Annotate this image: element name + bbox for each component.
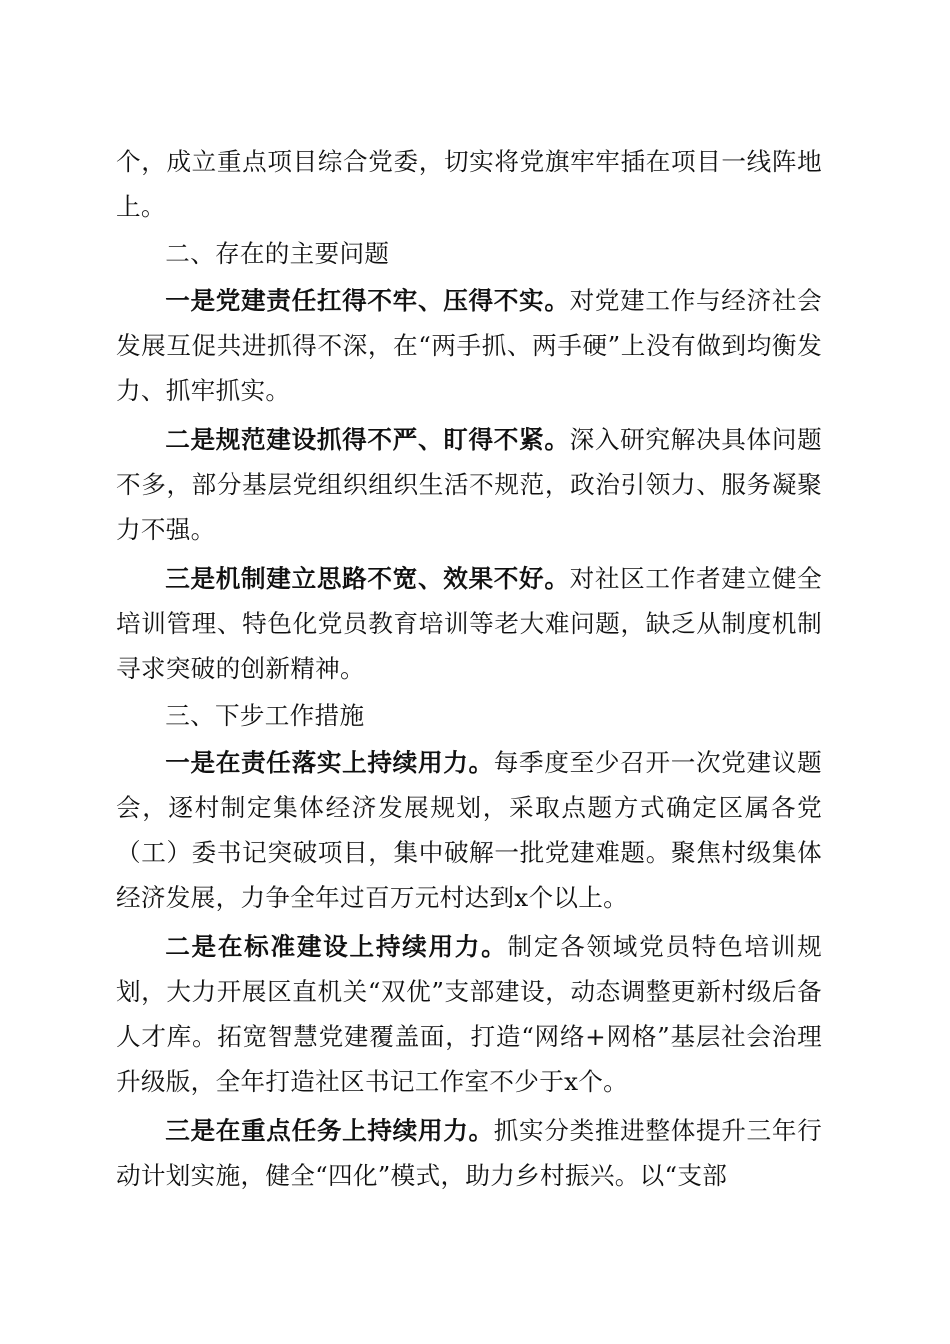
problem-body-2: 深入研究解决具体问题不多，部分基层党组织组织生活不规范，政治引领力、服务凝聚力不强。	[116, 425, 822, 544]
measure-body-2: 制定各领域党员特色培训规划，大力开展区直机关“双优”支部建设，动态调整更新村级后备人才库。拓宽智慧党建覆盖面，打造“网络+网格”基层社会治理升级版，全年打造社区书记工作室不少于x个。	[116, 932, 823, 1096]
section-heading-problems: 二、存在的主要问题	[165, 239, 390, 268]
measure-lead-1: 一是在责任落实上持续用力。	[165, 748, 494, 777]
measure-body-1: 每季度至少召开一次党建议题会，逐村制定集体经济发展规划，采取点题方式确定区属各党（工）委书记突破项目，集中破解一批党建难题。聚焦村级集体经济发展，力争全年过百万元村达到x个以上。	[116, 748, 822, 912]
measure-paragraph-1	[116, 740, 822, 920]
measure-body-3: 抓实分类推进整体提升三年行动计划实施，健全“四化”模式，助力乡村振兴。以“支部	[116, 1116, 822, 1190]
measure-lead-2: 二是在标准建设上持续用力。	[165, 932, 508, 961]
measure-lead-3: 三是在重点任务上持续用力。	[165, 1116, 494, 1145]
document-body	[116, 139, 822, 1198]
measure-paragraph-2	[116, 924, 822, 1104]
problem-paragraph-1	[116, 278, 822, 413]
problem-paragraph-2	[116, 417, 822, 552]
problem-lead-3: 三是机制建立思路不宽、效果不好。	[165, 564, 570, 593]
problem-lead-2: 二是规范建设抓得不严、盯得不紧。	[165, 425, 570, 454]
problem-body-1: 对党建工作与经济社会发展互促共进抓得不深，在“两手抓、两手硬”上没有做到均衡发力、抓牢抓实。	[116, 286, 822, 405]
section-heading-measures: 三、下步工作措施	[165, 701, 365, 730]
problem-paragraph-3	[116, 556, 822, 691]
continuation-paragraph: 个，成立重点项目综合党委，切实将党旗牢牢插在项目一线阵地上。	[116, 147, 822, 221]
problem-body-3: 对社区工作者建立健全培训管理、特色化党员教育培训等老大难问题，缺乏从制度机制寻求突破的创新精神。	[116, 564, 822, 683]
problem-lead-1: 一是党建责任扛得不牢、压得不实。	[165, 286, 570, 315]
measure-paragraph-3	[116, 1108, 822, 1198]
